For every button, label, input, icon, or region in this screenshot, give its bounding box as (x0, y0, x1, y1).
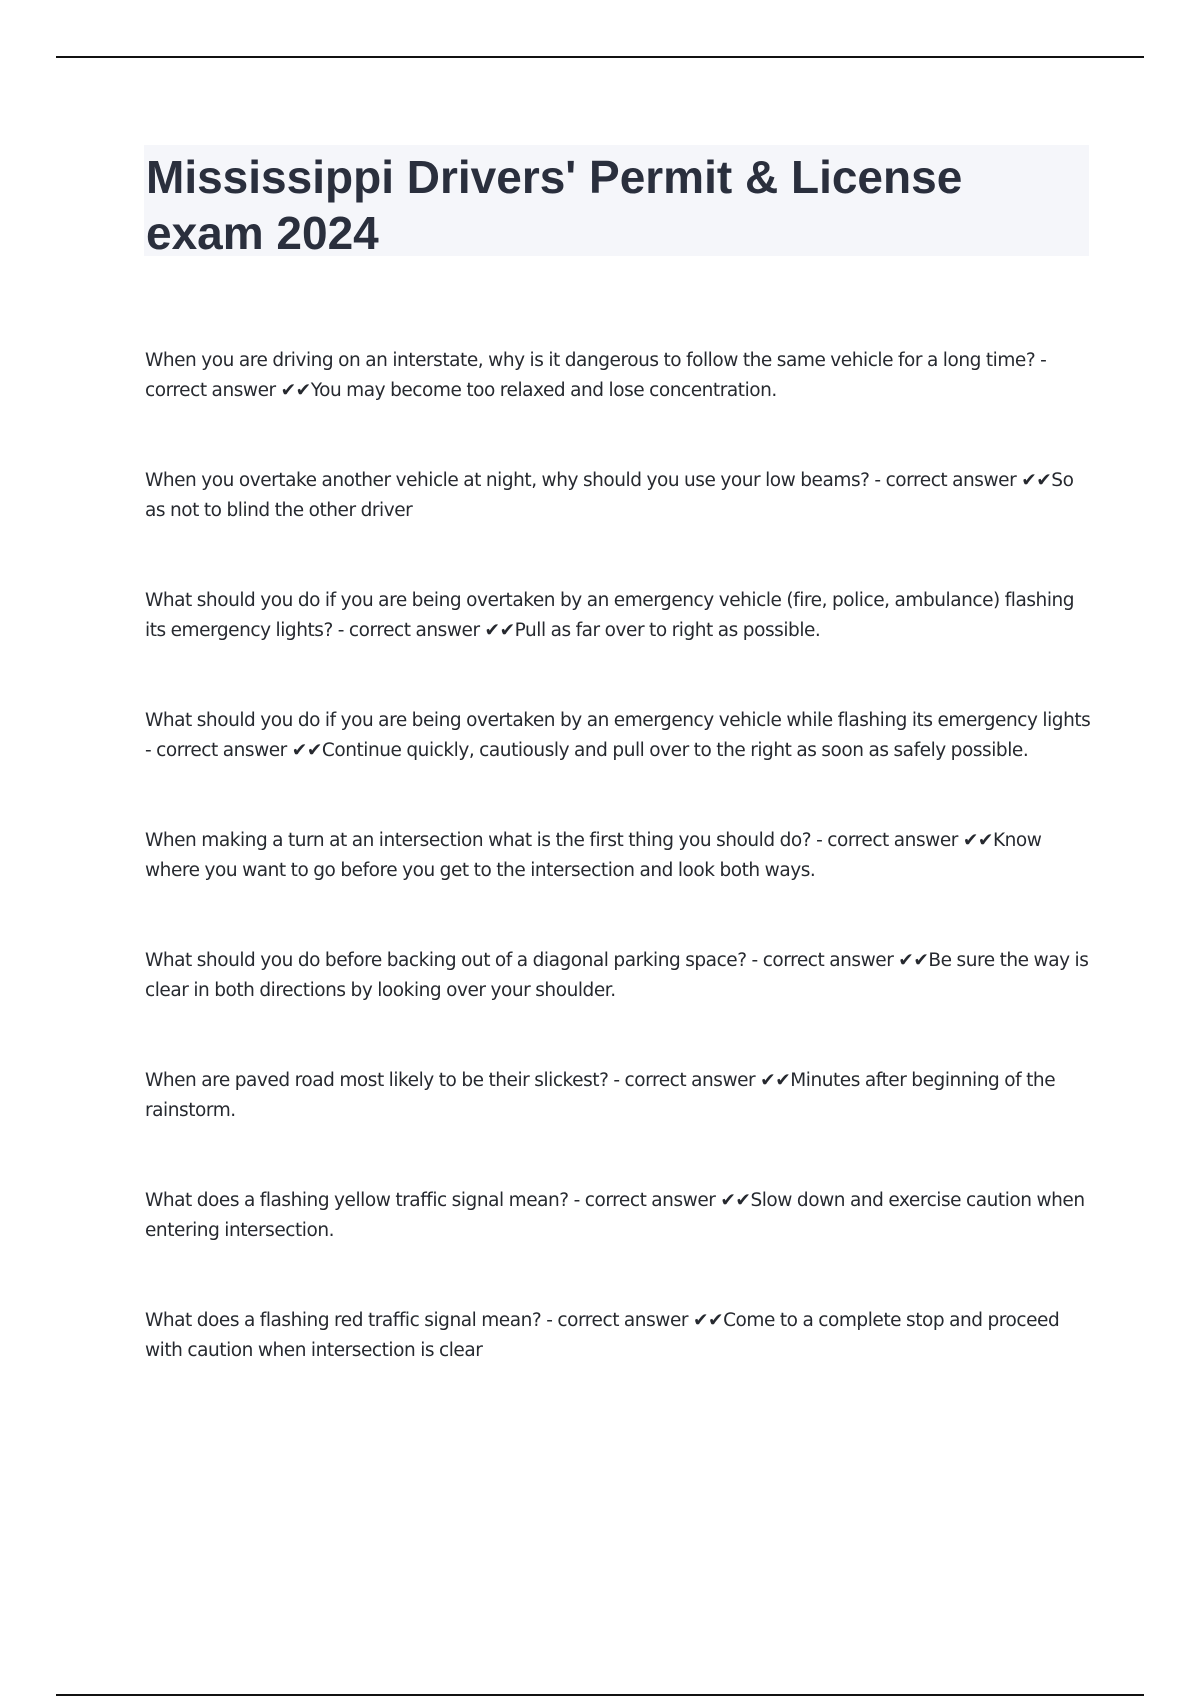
qa-item (145, 586, 1095, 646)
answer-text: Know where you want to go before you get to the intersection and look both ways. (145, 830, 1042, 881)
answer-marker: - correct answer ✔✔ (608, 1070, 791, 1091)
qa-item (145, 1066, 1095, 1126)
answer-text: Minutes after beginning of the rainstorm. (145, 1070, 1056, 1121)
title-banner (144, 145, 1089, 259)
top-divider (56, 56, 1144, 58)
answer-text: Pull as far over to right as possible. (514, 620, 821, 641)
qa-item (145, 706, 1095, 766)
qa-item (145, 1306, 1095, 1366)
answer-text: Slow down and exercise caution when entering intersection. (145, 1190, 1085, 1241)
answer-marker: - correct answer ✔✔ (541, 1310, 724, 1331)
qa-list (145, 346, 1095, 1366)
answer-marker: - correct answer ✔✔ (811, 830, 993, 851)
question-text: What should you do if you are being overtaken by an emergency vehicle (fire, police, ambulance) flashing its emergency lights? (145, 590, 1075, 641)
answer-marker: - correct answer ✔✔ (332, 620, 515, 641)
question-text: What does a flashing red traffic signal mean? (145, 1310, 542, 1331)
answer-text: Come to a complete stop and proceed with caution when intersection is clear (145, 1310, 1060, 1361)
answer-marker: - correct answer ✔✔ (145, 740, 322, 761)
answer-text: You may become too relaxed and lose concentration. (310, 380, 777, 401)
answer-text: So as not to blind the other driver (145, 470, 1074, 521)
question-text: When you are driving on an interstate, why is it dangerous to follow the same vehicle for a long time? (145, 350, 1036, 371)
question-text: When making a turn at an intersection what is the first thing you should do? (145, 830, 812, 851)
question-text: What should you do before backing out of a diagonal parking space? (145, 950, 747, 971)
question-text: When you overtake another vehicle at night, why should you use your low beams? (145, 470, 870, 491)
qa-item (145, 1186, 1095, 1246)
qa-item (145, 466, 1095, 526)
qa-item (145, 826, 1095, 886)
bottom-divider (56, 1694, 1144, 1696)
question-text: When are paved road most likely to be their slickest? (145, 1070, 609, 1091)
qa-item (145, 346, 1095, 406)
answer-marker: - correct answer ✔✔ (746, 950, 929, 971)
question-text: What does a flashing yellow traffic signal mean? (145, 1190, 569, 1211)
page-title: Mississippi Drivers' Permit & License exam 2024 (146, 151, 963, 259)
qa-item (145, 946, 1095, 1006)
answer-marker: - correct answer ✔✔ (568, 1190, 751, 1211)
answer-marker: - correct answer ✔✔ (145, 350, 1047, 401)
answer-text: Be sure the way is clear in both directions by looking over your shoulder. (145, 950, 1089, 1001)
answer-marker: - correct answer ✔✔ (869, 470, 1052, 491)
question-text: What should you do if you are being overtaken by an emergency vehicle while flashing its emergency lights (145, 710, 1091, 731)
answer-text: Continue quickly, cautiously and pull over to the right as soon as safely possible. (321, 740, 1029, 761)
